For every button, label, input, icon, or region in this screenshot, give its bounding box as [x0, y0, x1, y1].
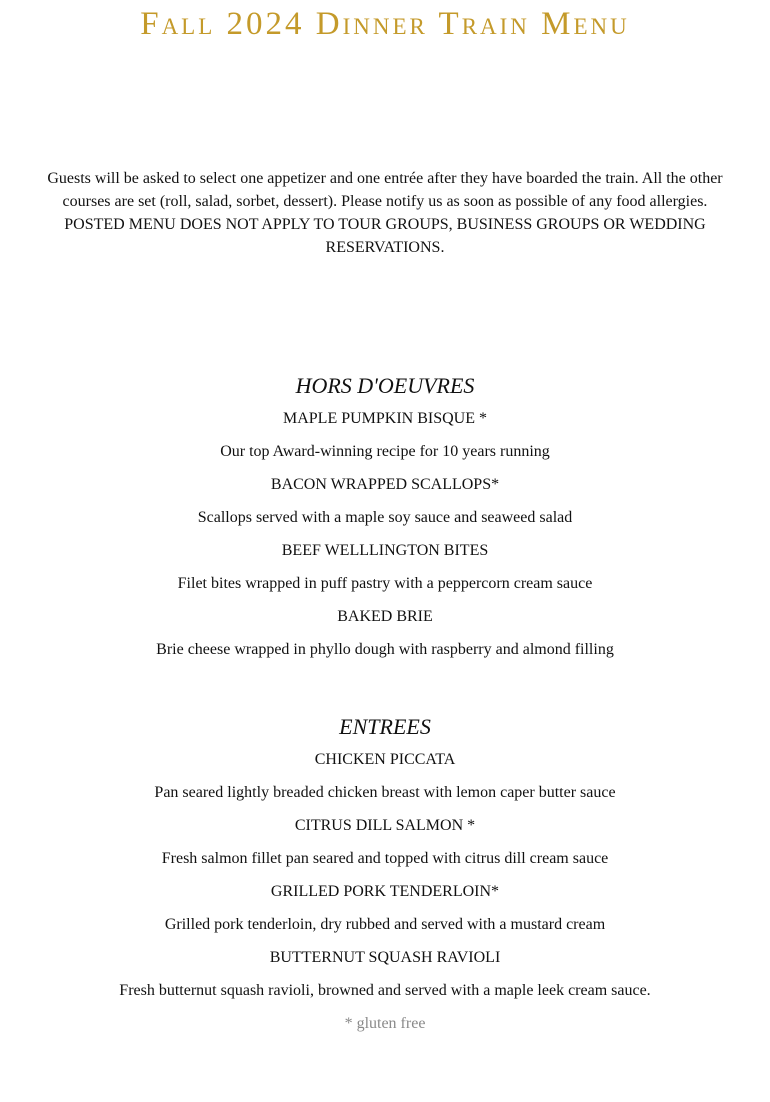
menu-item-name: BACON WRAPPED SCALLOPS* [270, 476, 500, 493]
menu-item-description: Pan seared lightly breaded chicken breast with lemon caper butter sauce [154, 784, 616, 801]
hors-doeuvres-section [0, 373, 770, 673]
menu-item-name: BAKED BRIE [337, 608, 433, 625]
page-title: Fall 2024 Dinner Train Menu [140, 6, 630, 42]
menu-item-description: Brie cheese wrapped in phyllo dough with raspberry and almond filling [156, 641, 614, 658]
intro-notice: POSTED MENU DOES NOT APPLY TO TOUR GROUPS, BUSINESS GROUPS OR WEDDING RESERVATIONS. [64, 216, 706, 256]
intro-text: Guests will be asked to select one appetizer and one entrée after they have boarded the train. All the other courses are set (roll, salad, sorbet, dessert). Please notify us as soon as possible of any food allergies. [47, 170, 723, 210]
menu-item-description: Fresh butternut squash ravioli, browned and served with a maple leek cream sauce. [119, 982, 651, 999]
entrees-section [0, 714, 770, 1034]
gluten-free-footnote: * gluten free [344, 1015, 426, 1032]
menu-item-name: MAPLE PUMPKIN BISQUE * [282, 410, 488, 427]
menu-item-name: CITRUS DILL SALMON * [294, 817, 476, 834]
menu-item-name: GRILLED PORK TENDERLOIN* [270, 883, 500, 900]
menu-item-description: Fresh salmon fillet pan seared and topped with citrus dill cream sauce [161, 850, 609, 867]
section-heading-entrees: ENTREES [339, 714, 431, 739]
menu-item-name: BEEF WELLLINGTON BITES [281, 542, 489, 559]
menu-item-name: CHICKEN PICCATA [314, 751, 456, 768]
intro-paragraph [40, 167, 730, 259]
menu-item-description: Filet bites wrapped in puff pastry with a peppercorn cream sauce [177, 575, 593, 592]
menu-item-description: Our top Award-winning recipe for 10 years running [220, 443, 550, 460]
menu-item-description: Grilled pork tenderloin, dry rubbed and served with a mustard cream [164, 916, 606, 933]
section-heading-hors-doeuvres: HORS D'OEUVRES [295, 373, 475, 398]
menu-item-description: Scallops served with a maple soy sauce and seaweed salad [197, 509, 573, 526]
menu-item-name: BUTTERNUT SQUASH RAVIOLI [269, 949, 501, 966]
